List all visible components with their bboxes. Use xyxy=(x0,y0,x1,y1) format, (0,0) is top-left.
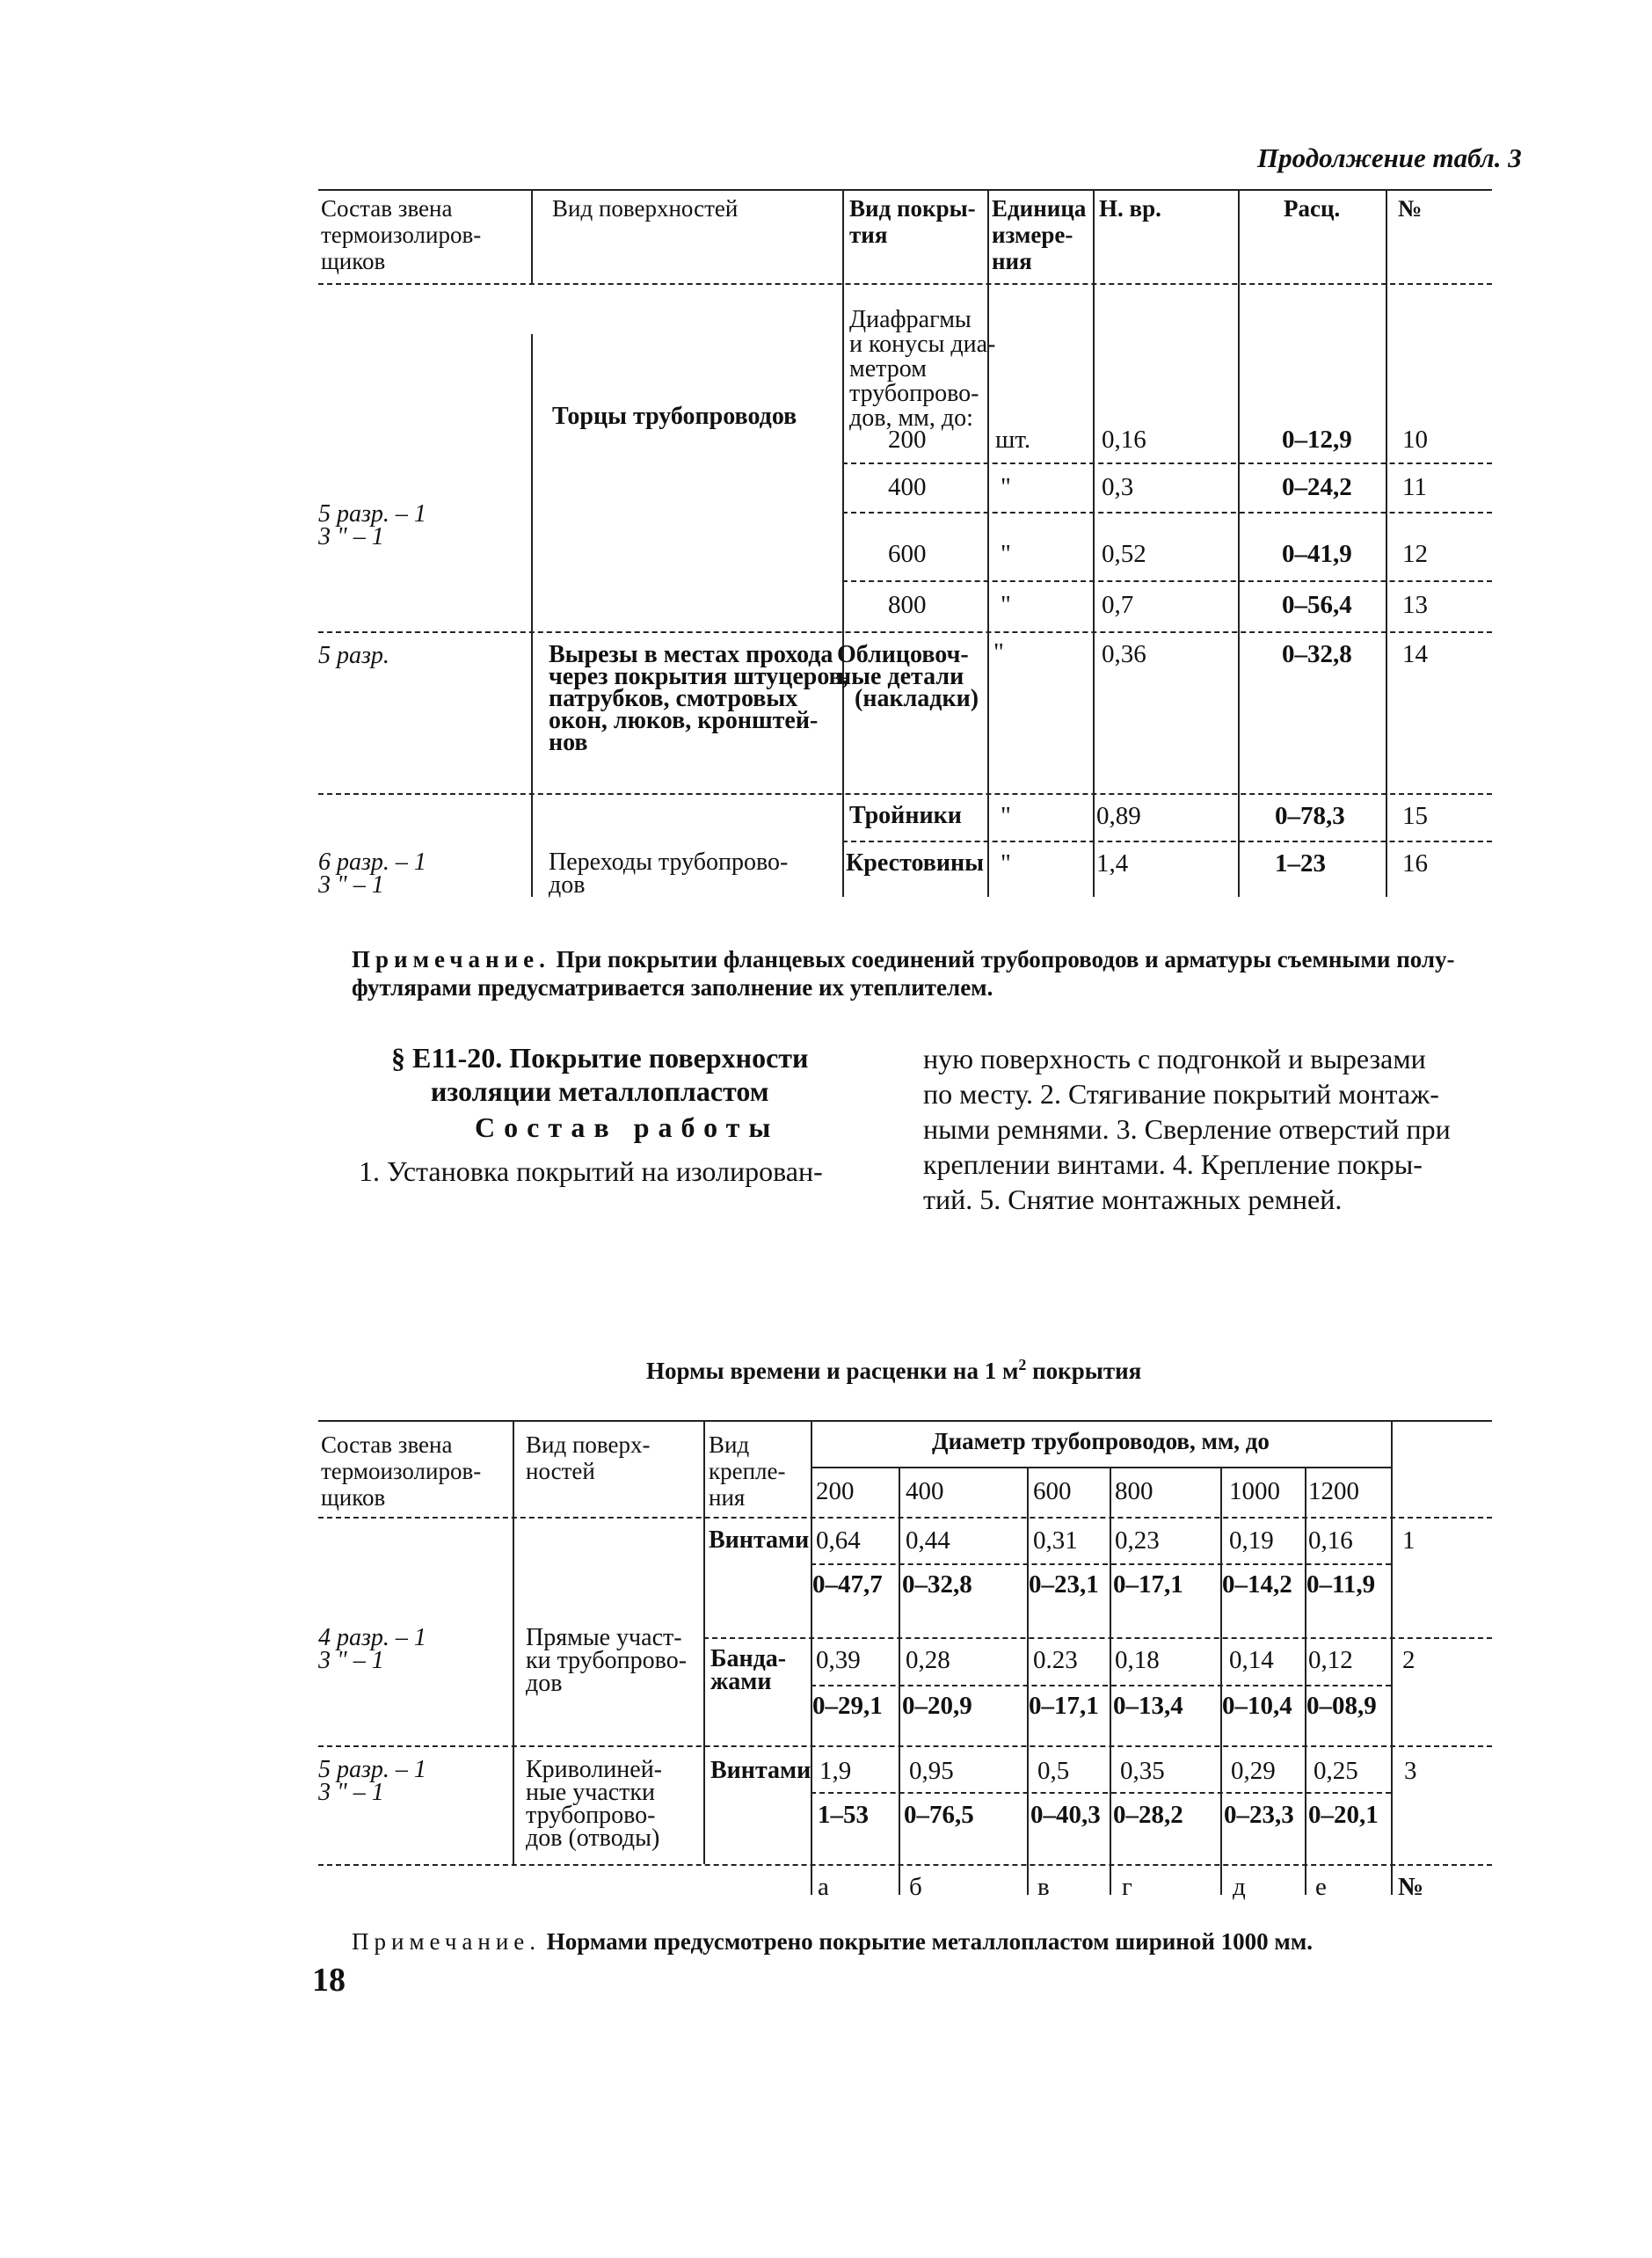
table-2-size-1200: 1200 xyxy=(1308,1477,1359,1505)
table-1-coating-tees: Тройники xyxy=(849,802,962,829)
table-1-unit: " xyxy=(1001,591,1011,619)
table-2-size-600: 600 xyxy=(1033,1477,1072,1505)
table-2-col-line xyxy=(899,1467,900,1895)
table-2-header-fix: Вид крепле- ния xyxy=(709,1431,786,1511)
table-2-fix-screws: Винтами xyxy=(709,1526,810,1554)
table-2-time: 0,64 xyxy=(816,1526,861,1555)
table-1-header-coating: Вид покры- тия xyxy=(849,195,976,248)
table-1-num: 11 xyxy=(1402,473,1427,501)
table-2-time: 0.23 xyxy=(1033,1646,1078,1674)
table-1-time: 1,4 xyxy=(1096,849,1129,878)
table-1-unit: " xyxy=(1001,849,1011,878)
table-2-rule xyxy=(703,1637,1492,1639)
table-2-time: 0,39 xyxy=(816,1646,861,1674)
table-2-time: 0,28 xyxy=(906,1646,950,1674)
section-subtitle: Состав работы xyxy=(475,1111,780,1143)
table-2-time: 0,35 xyxy=(1120,1757,1165,1785)
table-2-rate: 0–40,3 xyxy=(1030,1801,1101,1829)
table-1-coating-crosses: Крестовины xyxy=(846,849,985,877)
table-2-num: 3 xyxy=(1404,1757,1417,1785)
table-2-col-line xyxy=(1220,1467,1222,1895)
table-1-time: 0,16 xyxy=(1102,426,1146,454)
table-1-rate: 0–24,2 xyxy=(1282,473,1352,501)
table-1-header-rate: Расц. xyxy=(1284,195,1341,222)
table-1-col-line xyxy=(1238,189,1240,897)
table-2-crew-group2: 5 разр. – 1 3 " – 1 xyxy=(318,1756,426,1806)
table-1-rule xyxy=(842,463,1492,464)
table-1-rule xyxy=(842,841,1492,842)
table-2-col-line xyxy=(1305,1467,1306,1895)
table-2-time: 0,12 xyxy=(1308,1646,1353,1674)
table-1-col-line xyxy=(531,334,533,897)
table-2-surface-curved: Криволиней- ные участки трубопрово- дов (отводы) xyxy=(526,1756,662,1852)
table-1-rate: 1–23 xyxy=(1275,849,1326,878)
table-1-header-num: № xyxy=(1398,195,1423,222)
table-1-num: 12 xyxy=(1402,540,1428,568)
table-1-surface-cutouts: Вырезы в местах прохода через покрытия штуцеров, патрубков, смотровых окон, люков, кронштей- нов xyxy=(549,641,848,756)
table-1-surface-transitions: Переходы трубопрово- дов xyxy=(549,849,789,899)
table-1-time: 0,3 xyxy=(1102,473,1134,501)
table-2-time: 0,16 xyxy=(1308,1526,1353,1555)
table-1-rate: 0–41,9 xyxy=(1282,540,1352,568)
table-2-surface-straight: Прямые участ- ки трубопрово- дов xyxy=(526,1624,688,1697)
table-2-col-line xyxy=(811,1420,812,1895)
table-2-rule xyxy=(811,1685,1391,1686)
table-1-rate: 0–12,9 xyxy=(1282,426,1352,454)
table-1-crew-group3: 6 разр. – 1 3 " – 1 xyxy=(318,849,426,899)
table-2-crew-group1: 4 разр. – 1 3 " – 1 xyxy=(318,1624,426,1674)
table-2-time: 0,31 xyxy=(1033,1526,1078,1555)
table-1-num: 10 xyxy=(1402,426,1428,454)
table-2-size-1000: 1000 xyxy=(1229,1477,1280,1505)
table-1-col-line xyxy=(987,189,989,897)
table-2-rate: 0–28,2 xyxy=(1113,1801,1183,1829)
table-2-col-line xyxy=(1110,1467,1111,1895)
table-1-rate: 0–32,8 xyxy=(1282,640,1352,668)
table-2-col-line xyxy=(513,1420,514,1864)
table-1-rate: 0–56,4 xyxy=(1282,591,1352,619)
table-2-size-800: 800 xyxy=(1115,1477,1153,1505)
table-2-rule xyxy=(811,1563,1391,1565)
table-2-time: 0,25 xyxy=(1314,1757,1358,1785)
table-1-size: 600 xyxy=(888,540,927,568)
section-text-right: ную поверхность с подгонкой и вырезами по месту. 2. Стягивание покрытий монтаж- ными ремнями. 3. Сверление отверстий при креплении винтами. 4. Крепление покры- тий. 5. Снятие монтажных ремней. xyxy=(923,1043,1451,1215)
table-1-rule xyxy=(842,580,1492,582)
table-2-time: 1,9 xyxy=(819,1757,852,1785)
table-2-fix-screws: Винтами xyxy=(710,1757,811,1784)
table-2-footer-letter: в xyxy=(1037,1873,1050,1901)
table-2-rule xyxy=(318,1864,1492,1866)
table-1-header-unit: Единица измере- ния xyxy=(992,195,1087,274)
table-2-size-400: 400 xyxy=(906,1477,944,1505)
table-2-num: 2 xyxy=(1402,1646,1415,1674)
table-2-rate: 0–23,1 xyxy=(1029,1570,1099,1599)
table-2-rule xyxy=(318,1745,1492,1747)
table-2-header-diameter: Диаметр трубопроводов, мм, до xyxy=(932,1428,1270,1454)
table-1-col-line xyxy=(531,189,533,283)
table-1-header-crew: Состав звена термоизолиров- щиков xyxy=(321,195,482,274)
table-2-rate: 0–23,3 xyxy=(1224,1801,1294,1829)
table-2-size-200: 200 xyxy=(816,1477,855,1505)
table-1-coating-diaphragms: Диафрагмы и конусы диа- метром трубопрово- дов, мм, до: xyxy=(849,306,996,432)
table-2-col-line xyxy=(703,1420,705,1864)
table-2-rule xyxy=(811,1792,1391,1794)
table-1-num: 13 xyxy=(1402,591,1428,619)
table-2-footer-letter: а xyxy=(818,1873,829,1901)
table-1-num: 16 xyxy=(1402,849,1428,878)
table-2-time: 0,14 xyxy=(1229,1646,1274,1674)
table-1-size: 200 xyxy=(888,426,927,454)
table-1-header-rule xyxy=(318,283,1492,285)
table-1-time: 0,52 xyxy=(1102,540,1146,568)
table-2-rate: 0–29,1 xyxy=(812,1692,883,1720)
table-1-header-surface: Вид поверхностей xyxy=(552,195,739,222)
table-1-top-rule xyxy=(318,189,1492,191)
table-1-num: 14 xyxy=(1402,640,1428,668)
table-1-unit: " xyxy=(1001,802,1011,830)
table-2-footer-letter: е xyxy=(1315,1873,1327,1901)
table-2-rate: 0–47,7 xyxy=(812,1570,883,1599)
table-2-rate: 1–53 xyxy=(818,1801,869,1829)
section-text-left: 1. Установка покрытий на изолирован- xyxy=(359,1155,823,1187)
note-2: Примечание. Нормами предусмотрено покрытие металлопластом шириной 1000 мм. xyxy=(352,1928,1313,1955)
table-1-col-line xyxy=(1386,189,1387,897)
table-2-diameter-rule xyxy=(811,1467,1391,1468)
table-2-header-rule xyxy=(318,1517,1492,1519)
section-title: § Е11-20. Покрытие поверхности изоляции металлопластом xyxy=(391,1042,809,1107)
table-1-time: 0,89 xyxy=(1096,802,1141,830)
table-1-rule xyxy=(318,631,1492,633)
table-2-rate: 0–32,8 xyxy=(902,1570,972,1599)
table-2-time: 0,23 xyxy=(1115,1526,1160,1555)
table-1-unit: шт. xyxy=(995,426,1031,454)
table-2-top-rule xyxy=(318,1420,1492,1422)
table-2-rate: 0–08,9 xyxy=(1306,1692,1377,1720)
table-1-unit: " xyxy=(1001,473,1011,501)
table-2-rate: 0–10,4 xyxy=(1222,1692,1292,1720)
table-1-col-line xyxy=(842,189,844,897)
table-2-time: 0,44 xyxy=(906,1526,950,1555)
table-2-rate: 0–17,1 xyxy=(1113,1570,1183,1599)
table-2-time: 0,29 xyxy=(1231,1757,1276,1785)
table-2-col-line xyxy=(1391,1420,1393,1895)
page-number: 18 xyxy=(312,1962,346,1999)
table-2-col-line xyxy=(1027,1467,1029,1895)
table-1-rate: 0–78,3 xyxy=(1275,802,1345,830)
table-2-rate: 0–13,4 xyxy=(1113,1692,1183,1720)
table-1-size: 800 xyxy=(888,591,927,619)
running-head: Продолжение табл. 3 xyxy=(1257,142,1522,173)
table-2-rate: 0–76,5 xyxy=(904,1801,974,1829)
table-1-crew-row14: 5 разр. xyxy=(318,642,389,669)
table-1-header-time: Н. вр. xyxy=(1099,195,1161,222)
table-2-header-crew: Состав звена термоизолиров- щиков xyxy=(321,1431,482,1511)
table-2-footer-letter: б xyxy=(909,1873,922,1901)
table-2-rate: 0–11,9 xyxy=(1306,1570,1376,1599)
table-2-footer-num: № xyxy=(1398,1873,1424,1901)
table-1-time: 0,7 xyxy=(1102,591,1134,619)
table-1-rule xyxy=(842,512,1492,514)
table-2-time: 0,5 xyxy=(1037,1757,1070,1785)
table-2-rate: 0–14,2 xyxy=(1222,1570,1292,1599)
table-1-unit: " xyxy=(1001,540,1011,568)
table-1-unit: " xyxy=(993,638,1004,666)
table-2-time: 0,95 xyxy=(909,1757,954,1785)
table-1-crew-group1: 5 разр. – 1 3 " – 1 xyxy=(318,500,426,550)
table-1-rule xyxy=(318,793,1492,795)
table-1-size: 400 xyxy=(888,473,927,501)
table-2-fix-bands: Банда- жами xyxy=(710,1645,787,1695)
table-2-num: 1 xyxy=(1402,1526,1415,1555)
table-1-col-line xyxy=(1093,189,1095,897)
table-2-footer-letter: д xyxy=(1233,1873,1246,1901)
table-2-rate: 0–17,1 xyxy=(1029,1692,1099,1720)
table-2-rate: 0–20,9 xyxy=(902,1692,972,1720)
table-2-caption: Нормы времени и расценки на 1 $м^2$ покрытия xyxy=(646,1356,1142,1384)
note-1: Примечание. При покрытии фланцевых соединений трубопроводов и арматуры съемными полу- футлярами предусматривается заполнение их утеплителем. xyxy=(352,946,1455,1001)
table-2-rate: 0–20,1 xyxy=(1308,1801,1379,1829)
table-2-time: 0,18 xyxy=(1115,1646,1160,1674)
table-1-surface-ends: Торцы трубопроводов xyxy=(552,403,797,430)
table-2-time: 0,19 xyxy=(1229,1526,1274,1555)
table-1-coating-facing: Облицовоч- ные детали (накладки) xyxy=(837,641,979,712)
table-2-header-surface: Вид поверх- ностей xyxy=(526,1431,651,1484)
table-2-footer-letter: г xyxy=(1122,1873,1132,1901)
table-1-num: 15 xyxy=(1402,802,1428,830)
table-1-time: 0,36 xyxy=(1102,640,1146,668)
